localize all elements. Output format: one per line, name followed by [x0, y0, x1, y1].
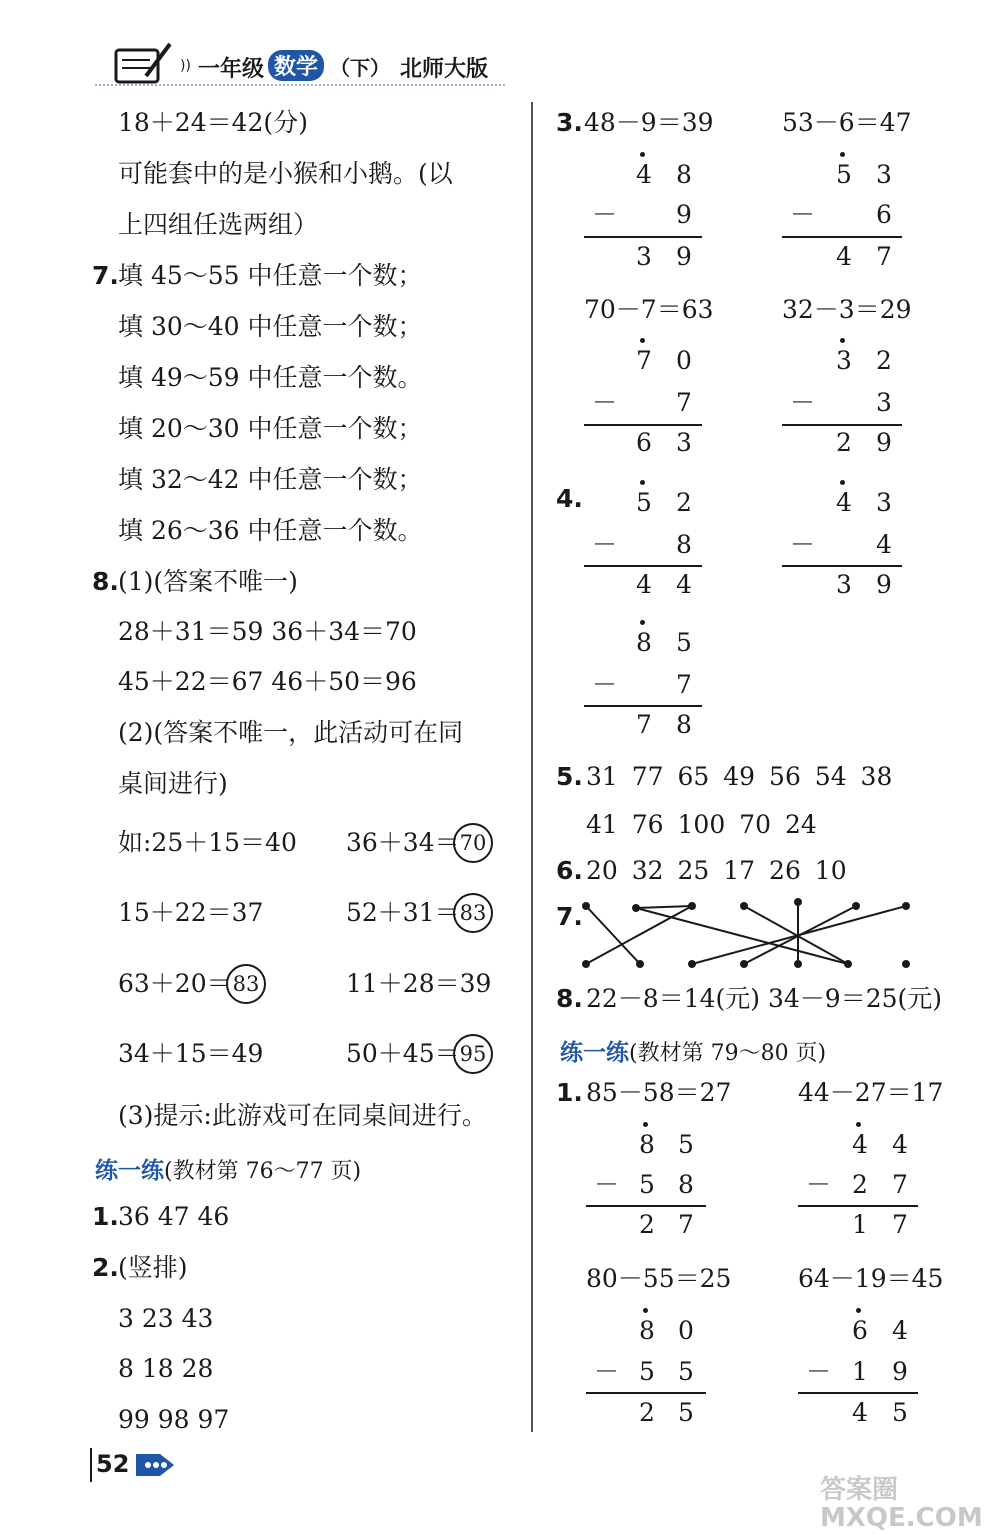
- digit: 8: [639, 1130, 655, 1159]
- minus-sign: －: [592, 200, 618, 229]
- digit: 7: [676, 670, 692, 699]
- answer-line: 上四组任选两组）: [118, 210, 319, 239]
- question-number: 2.: [92, 1253, 119, 1282]
- digit: 5: [636, 488, 652, 517]
- equation: 48－9＝39: [584, 108, 714, 137]
- digit: 3: [876, 388, 892, 417]
- digit: 3: [676, 428, 692, 457]
- equation: 80－55＝25: [586, 1264, 732, 1293]
- digit: 7: [876, 242, 892, 271]
- question-number: 7.: [92, 261, 119, 290]
- digit: 7: [892, 1170, 908, 1199]
- answer-line: 桌间进行): [118, 769, 228, 798]
- minus-sign: －: [790, 388, 816, 417]
- digit: 2: [852, 1170, 868, 1199]
- digit: 9: [892, 1357, 908, 1386]
- digit: 4: [852, 1130, 868, 1159]
- answer-line: 填 26～36 中任意一个数。: [118, 516, 423, 545]
- answer-line: 28＋31＝59 36＋34＝70: [118, 617, 417, 646]
- answer-line: (2)(答案不唯一，此活动可在同: [118, 718, 464, 747]
- section-title: 练一练: [95, 1158, 164, 1184]
- digit: 2: [836, 428, 852, 457]
- digit: 5: [676, 628, 692, 657]
- section-heading: [560, 1034, 826, 1067]
- digit: 3: [636, 242, 652, 271]
- minus-sign: －: [806, 1170, 832, 1199]
- header-term: （下）: [330, 56, 390, 80]
- question-number: 6.: [556, 856, 583, 885]
- equation: 53－6＝47: [782, 108, 912, 137]
- digit: 5: [639, 1357, 655, 1386]
- answer-line: 45＋22＝67 46＋50＝96: [118, 667, 417, 696]
- digit: 6: [636, 428, 652, 457]
- digit: 7: [676, 388, 692, 417]
- header-subject: 数学: [268, 50, 324, 81]
- digit: 1: [852, 1210, 868, 1239]
- header-grade: 一年级: [198, 57, 265, 82]
- answer-line: 99 98 97: [118, 1405, 230, 1434]
- minus-sign: －: [806, 1357, 832, 1386]
- digit: 1: [852, 1357, 868, 1386]
- digit: 3: [836, 570, 852, 599]
- minus-sign: －: [594, 1170, 620, 1199]
- minus-sign: －: [594, 1357, 620, 1386]
- digit: 7: [892, 1210, 908, 1239]
- digit: 9: [876, 570, 892, 599]
- question-number: 5.: [556, 762, 583, 791]
- matching-lines: [576, 896, 916, 972]
- digit: 4: [892, 1316, 908, 1345]
- circled-answer: 83: [453, 893, 493, 933]
- book-pencil-icon: [108, 40, 178, 88]
- digit: 5: [678, 1357, 694, 1386]
- minus-sign: －: [592, 530, 618, 559]
- equation: 44－27＝17: [798, 1078, 944, 1107]
- circled-answer: 95: [453, 1034, 493, 1074]
- header-edition: 北师大版: [400, 57, 489, 82]
- section-subtitle: (教材第 76～77 页): [164, 1159, 362, 1184]
- question-number: 1.: [556, 1078, 583, 1107]
- page-number-bar: [90, 1448, 92, 1482]
- answer-line: 18＋24＝42(分): [118, 108, 308, 137]
- watermark: 答案圈 MXQE.COM: [820, 1475, 983, 1533]
- digit: 4: [836, 242, 852, 271]
- digit: 3: [876, 160, 892, 189]
- digit: 4: [676, 570, 692, 599]
- digit: 2: [676, 488, 692, 517]
- answer-line: 41 76 100 70 24: [586, 810, 817, 839]
- equation: 32－3＝29: [782, 295, 912, 324]
- digit: 9: [676, 242, 692, 271]
- question-number: 8.: [92, 567, 119, 596]
- digit: 8: [639, 1316, 655, 1345]
- digit: 8: [676, 530, 692, 559]
- digit: 6: [876, 200, 892, 229]
- digit: 8: [676, 710, 692, 739]
- digit: 5: [639, 1170, 655, 1199]
- arrow-icon: [134, 1450, 178, 1480]
- answer-line: 8 18 28: [118, 1354, 214, 1383]
- equation: 50＋45＝: [346, 1039, 460, 1068]
- answer-line: 31 77 65 49 56 54 38: [586, 762, 893, 791]
- equation: 70－7＝63: [584, 295, 714, 324]
- digit: 4: [636, 160, 652, 189]
- answer-line: 36 47 46: [118, 1202, 230, 1231]
- digit: 8: [636, 628, 652, 657]
- minus-sign: －: [790, 530, 816, 559]
- equation: 34＋15＝49: [118, 1039, 264, 1068]
- section-heading: [95, 1152, 361, 1185]
- answer-line: 22－8＝14(元) 34－9＝25(元): [586, 984, 943, 1013]
- equation: 15＋22＝37: [118, 898, 264, 927]
- circled-answer: 70: [453, 823, 493, 863]
- digit: 3: [876, 488, 892, 517]
- digit: 3: [836, 346, 852, 375]
- answer-line: 20 32 25 17 26 10: [586, 856, 847, 885]
- answer-line: 填 32～42 中任意一个数；: [118, 465, 423, 494]
- question-number: 3.: [556, 108, 583, 137]
- equation: 52＋31＝: [346, 898, 460, 927]
- digit: 5: [836, 160, 852, 189]
- equation: 63＋20＝: [118, 969, 232, 998]
- question-number: 8.: [556, 984, 583, 1013]
- column-divider: [531, 102, 533, 1432]
- answer-line: 填 49～59 中任意一个数。: [118, 363, 423, 392]
- digit: 8: [676, 160, 692, 189]
- digit: 4: [836, 488, 852, 517]
- page-number: 52: [96, 1450, 130, 1478]
- minus-sign: －: [592, 670, 618, 699]
- answer-line: 填 45～55 中任意一个数；: [118, 261, 423, 290]
- equation: 85－58＝27: [586, 1078, 732, 1107]
- digit: 8: [678, 1170, 694, 1199]
- answer-line: 可能套中的是小猴和小鹅。(以: [118, 159, 453, 188]
- equation: 11＋28＝39: [346, 969, 492, 998]
- answer-line: (1)(答案不唯一): [118, 567, 298, 596]
- minus-sign: －: [592, 388, 618, 417]
- digit: 0: [678, 1316, 694, 1345]
- section-title: 练一练: [560, 1040, 629, 1066]
- circled-answer: 83: [226, 964, 266, 1004]
- answer-line: (3)提示:此游戏可在同桌间进行。: [118, 1101, 487, 1130]
- digit: 7: [636, 346, 652, 375]
- digit: 7: [678, 1210, 694, 1239]
- answer-line: (竖排): [118, 1253, 188, 1282]
- digit: 5: [892, 1398, 908, 1427]
- question-number: 7.: [556, 902, 583, 931]
- digit: 7: [636, 710, 652, 739]
- digit: 9: [676, 200, 692, 229]
- answer-line: 3 23 43: [118, 1304, 214, 1333]
- digit: 4: [636, 570, 652, 599]
- digit: 2: [639, 1210, 655, 1239]
- equation: 如:25＋15＝40: [118, 828, 297, 857]
- section-subtitle: (教材第 79～80 页): [629, 1041, 827, 1066]
- digit: 2: [639, 1398, 655, 1427]
- question-number: 1.: [92, 1202, 119, 1231]
- equation: 64－19＝45: [798, 1264, 944, 1293]
- digit: 4: [876, 530, 892, 559]
- digit: 4: [852, 1398, 868, 1427]
- header-rule: [95, 84, 505, 86]
- digit: 9: [876, 428, 892, 457]
- answer-line: 填 30～40 中任意一个数；: [118, 312, 423, 341]
- digit: 5: [678, 1130, 694, 1159]
- sound-icon: )): [180, 58, 191, 74]
- equation: 36＋34＝: [346, 828, 460, 857]
- minus-sign: －: [790, 200, 816, 229]
- digit: 0: [676, 346, 692, 375]
- answer-line: 填 20～30 中任意一个数；: [118, 414, 423, 443]
- digit: 6: [852, 1316, 868, 1345]
- digit: 2: [876, 346, 892, 375]
- question-number: 4.: [556, 484, 583, 513]
- digit: 4: [892, 1130, 908, 1159]
- digit: 5: [678, 1398, 694, 1427]
